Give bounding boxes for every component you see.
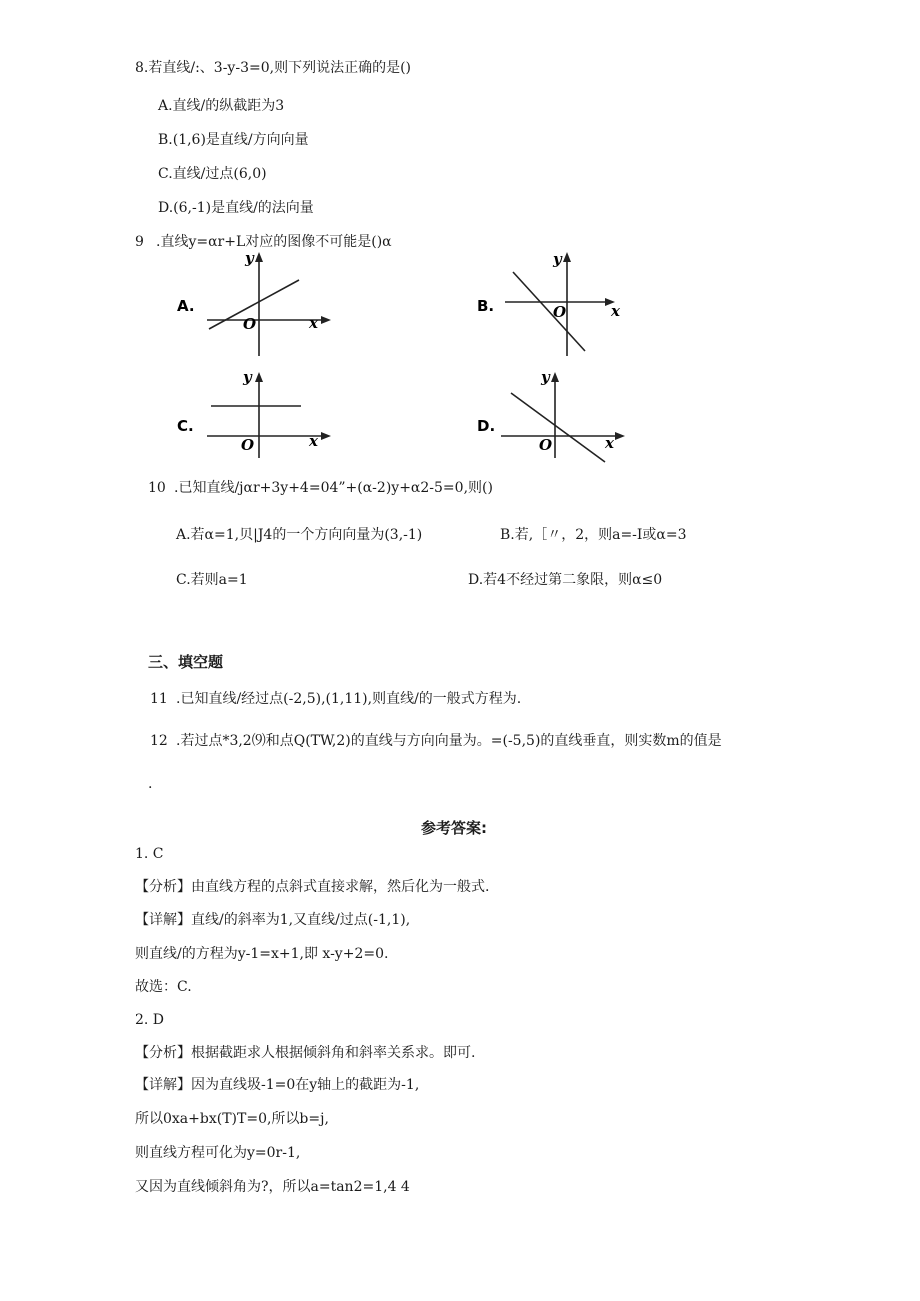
graph-b-y-label: y	[553, 250, 562, 268]
graph-c-y-label: y	[243, 368, 252, 386]
q9-stem: .直线y=αr+L对应的图像不可能是()α	[156, 234, 392, 250]
graph-a-origin-label: O	[243, 315, 257, 333]
answer-line-9: 所以0xa+bx(T)T=0,所以b=j,	[135, 1111, 329, 1127]
graph-b-y-arrow	[563, 252, 571, 262]
q10-option-b: B.若,［〃，2，则a=-I或α=3	[500, 527, 687, 543]
q11-number: 11	[150, 691, 168, 707]
section-3-title: 三、填空题	[148, 653, 224, 671]
q10-option-a: A.若α=1,贝|J4的一个方向向量为(3,-1)	[176, 527, 423, 543]
answer-line-7: 【分析】根据截距求人根据倾斜角和斜率关系求。即可.	[135, 1045, 476, 1061]
q9-number: 9	[135, 234, 144, 250]
graph-b-x-label: x	[611, 302, 620, 320]
graph-a-label: A.	[177, 297, 195, 315]
answer-line-3: 【详解】直线/的斜率为1,又直线/过点(-1,1),	[135, 912, 411, 928]
answers-title: 参考答案:	[421, 819, 487, 837]
graph-b-origin-label: O	[553, 303, 567, 321]
graph-c-x-arrow	[321, 432, 331, 440]
q8-option-b: B.(1,6)是直线/方向向量	[158, 132, 309, 148]
graph-c-x-label: x	[309, 432, 318, 450]
graph-a-svg	[175, 250, 345, 360]
q12-stem: .若过点*3,2⑼和点Q(TW,2)的直线与方向向量为。=(-5,5)的直线垂直，则实数m的值是	[176, 733, 722, 749]
graph-b-svg	[475, 250, 645, 360]
q8-stem: 8.若直线/:、3-y-3=0,则下列说法正确的是()	[135, 60, 411, 76]
q12-number: 12	[150, 733, 168, 749]
q9-graph-a	[175, 250, 345, 360]
graph-d-x-arrow	[615, 432, 625, 440]
q10-stem: .已知直线/jαr+3y+4=04”+(α-2)y+α2-5=0,则()	[174, 480, 493, 496]
graph-a-y-arrow	[255, 252, 263, 262]
answer-line-5: 故选：C.	[135, 979, 192, 995]
q9-graph-b	[475, 250, 645, 360]
answer-line-10: 则直线方程可化为y=0r-1,	[135, 1145, 301, 1161]
graph-c-svg	[175, 368, 345, 463]
graph-d-origin-label: O	[539, 436, 553, 454]
answer-line-4: 则直线/的方程为y-1=x+1,即 x-y+2=0.	[135, 946, 389, 962]
graph-d-line	[511, 393, 605, 462]
graph-b-line	[513, 272, 585, 351]
answer-line-8: 【详解】因为直线圾-1=0在y轴上的截距为-1,	[135, 1077, 420, 1093]
answer-line-6: 2. D	[135, 1012, 165, 1028]
q9-graph-d	[475, 368, 645, 468]
q8-option-d: D.(6,-1)是直线/的法向量	[158, 200, 314, 216]
graph-c-y-arrow	[255, 372, 263, 382]
graph-d-svg	[475, 368, 645, 468]
graph-d-label: D.	[477, 417, 496, 435]
answer-line-11: 又因为直线倾斜角为?，所以a=tan2=1,4 4	[135, 1179, 410, 1195]
graph-b-label: B.	[477, 297, 495, 315]
graph-c-label: C.	[177, 417, 194, 435]
q10-option-c: C.若则a=1	[176, 572, 248, 588]
answer-line-1: 1. C	[135, 846, 164, 862]
q8-option-a: A.直线/的纵截距为3	[158, 98, 285, 114]
q8-option-c: C.直线/过点(6,0)	[158, 166, 267, 182]
q11-stem: .已知直线/经过点(-2,5),(1,11),则直线/的一般式方程为.	[176, 691, 522, 707]
graph-a-y-label: y	[245, 249, 254, 267]
q10-option-d: D.若4不经过第二象限，则α≤0	[468, 572, 663, 588]
q9-graph-c	[175, 368, 345, 463]
graph-c-origin-label: O	[241, 436, 255, 454]
q12-tail: .	[148, 776, 153, 792]
q10-number: 10	[148, 480, 166, 496]
answer-line-2: 【分析】由直线方程的点斜式直接求解，然后化为一般式.	[135, 879, 490, 895]
graph-d-y-arrow	[551, 372, 559, 382]
graph-d-x-label: x	[605, 434, 614, 452]
graph-a-x-arrow	[321, 316, 331, 324]
graph-d-y-label: y	[541, 368, 550, 386]
graph-a-x-label: x	[309, 314, 318, 332]
